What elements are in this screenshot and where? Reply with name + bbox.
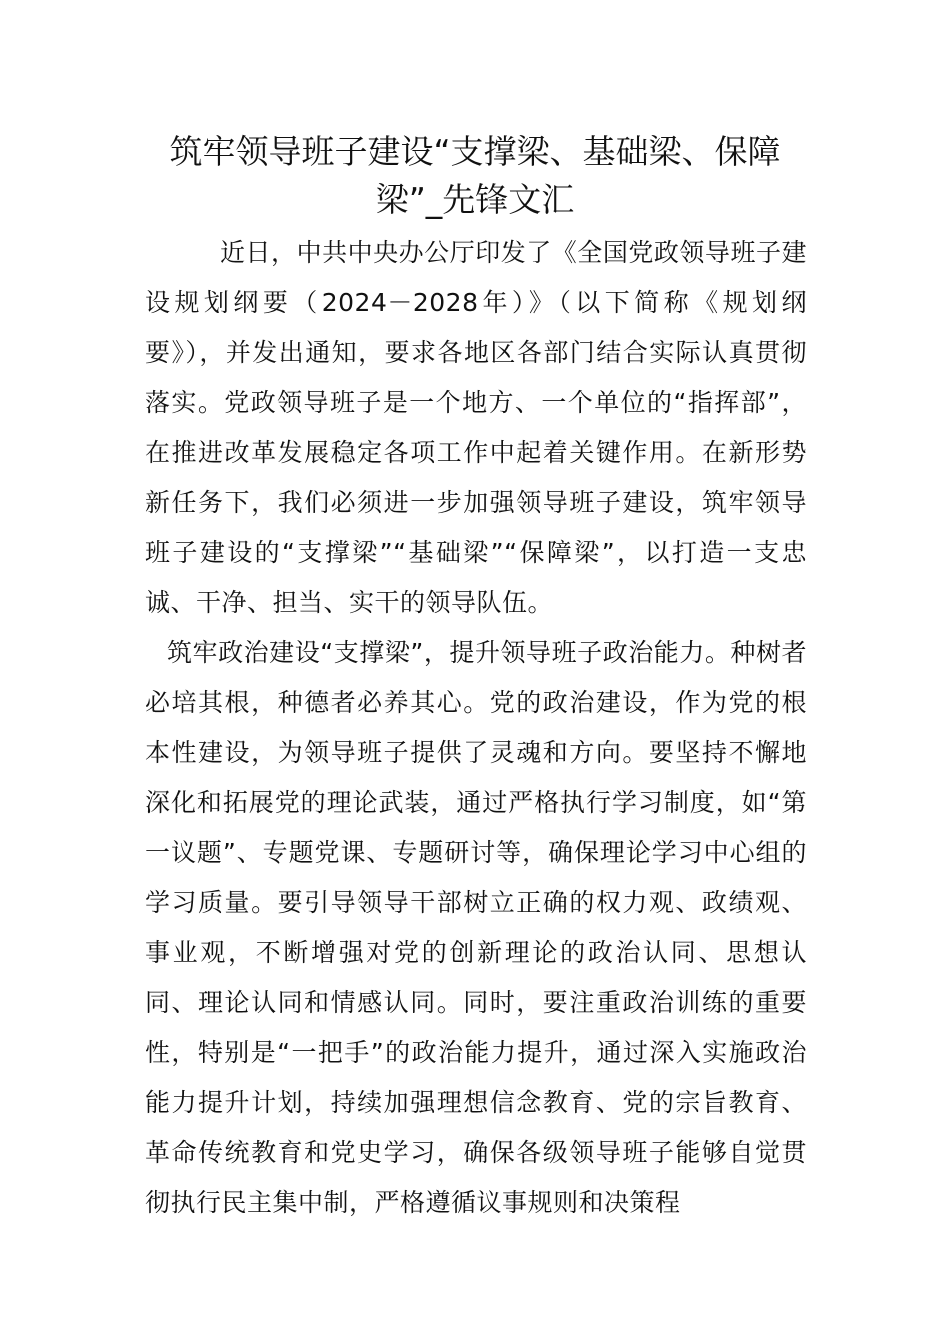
paragraph-political-construction: 筑牢政治建设“支撑梁”，提升领导班子政治能力。种树者必培其根，种德者必养其心。党的政治建设，作为党的根本性建设，为领导班子提供了灵魂和方向。要坚持不懈地深化和拓展党的理论武装，通过严格执行学习制度，如“第一议题”、专题党课、专题研讨等，确保理论学习中心组的学习质量。要引导领导干部树立正确的权力观、政绩观、事业观，不断增强对党的创新理论的政治认同、思想认同、理论认同和情感认同。同时，要注重政治训练的重要性，特别是“一把手”的政治能力提升，通过深入实施政治能力提升计划，持续加强理想信念教育、党的宗旨教育、革命传统教育和党史学习，确保各级领导班子能够自觉贯彻执行民主集中制，严格遵循议事规则和决策程 — [145, 638, 807, 1217]
document-title: 筑牢领导班子建设“支撑梁、基础梁、保障梁”_先锋文汇 — [169, 132, 781, 219]
paragraph-intro: 近日，中共中央办公厅印发了《全国党政领导班子建设规划纲要（2024－2028年）》（以下简称《规划纲要》），并发出通知，要求各地区各部门结合实际认真贯彻落实。党政领导班子是一个地方、一个单位的“指挥部”，在推进改革发展稳定各项工作中起着关键作用。在新形势新任务下，我们必须进一步加强领导班子建设，筑牢领导班子建设的“支撑梁”“基础梁”“保障梁”，以打造一支忠诚、干净、担当、实干的领导队伍。 — [145, 238, 807, 617]
document-body — [145, 228, 807, 1228]
